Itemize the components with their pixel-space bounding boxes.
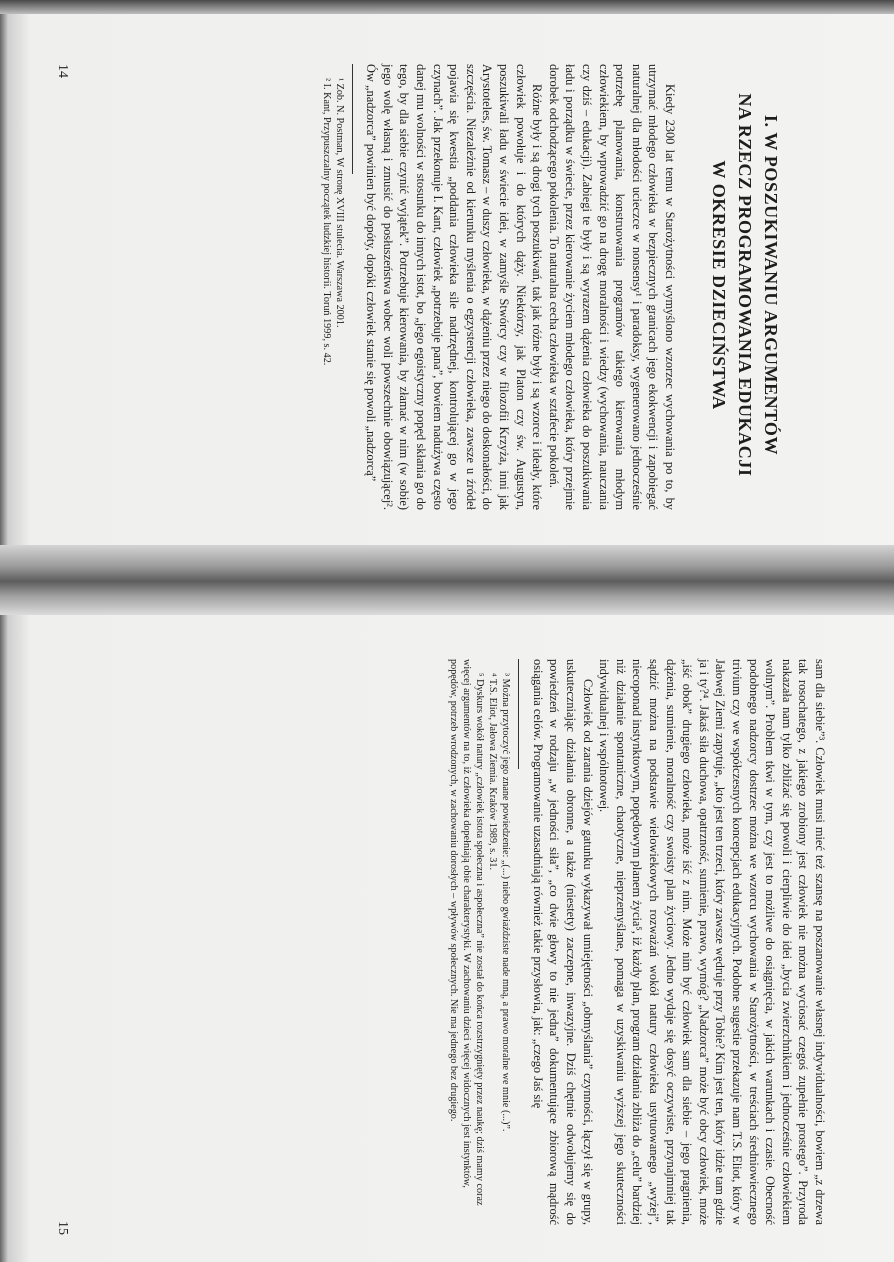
right-page <box>40 625 840 1255</box>
chapter-title-line-2: NA RZECZ PROGRAMOWANIA EDUKACJI <box>735 93 755 477</box>
footnote-divider <box>518 659 519 769</box>
left-page-footnotes <box>320 64 346 510</box>
footnote: ⁵ Dyskurs wokół natury „człowiek istota społeczna i aspołeczna” nie został do końca rozstrzygnięty przez naukę; dziś mamy coraz więcej argumentów na to, iż człowieka dopełniają obie charakterystyki. W zachowaniu dzieci więcej widocznych jest instynktów, popędów, potrzeb wrodzonych, w zachowaniu dorosłych – wpływów społecznych. Nie ma jednego bez drugiego. <box>448 659 486 1206</box>
footnote: ⁴ T.S. Eliot, Jałowa Ziemia. Kraków 1989, s. 31. <box>487 673 499 870</box>
footnote: ³ Można przytoczyć jego znane powiedzenie: „(...) niebo gwiaździste nade mną, a prawo moralne we mnie (...)”. <box>500 673 512 1132</box>
right-page-content <box>40 625 840 1255</box>
footnote: ¹ Zob. N. Postman, W stronę XVIII stulecia. Warszawa 2001. <box>333 78 345 328</box>
right-page-footnotes <box>447 659 512 1225</box>
footnote-divider <box>352 64 353 174</box>
left-page <box>40 30 840 540</box>
book-spine-shadow <box>0 545 894 615</box>
right-page-body <box>529 659 828 1225</box>
left-page-body <box>363 64 678 510</box>
page-number-right: 15 <box>55 1221 70 1235</box>
left-page-content <box>40 30 840 540</box>
paragraph: Różne były i są drogi tych poszukiwań, tak jak różne były i są wzorce i ideały, które człowiek powołuje i do których dąży. Niektórzy, jak Platon czy św. Augustyn, poszukiwali ładu w świecie idei, w zamyśle Stwórcy czy w filozofii Krzyża, inni jak Arystoteles, św. Tomasz – w duszy człowieka, w dążeniu przez niego do doskonałości, do szczęścia. Niezależnie od kierunku myślenia o egzystencji człowieka, zawsze u źródeł pojawia się kwestia „poddania człowieka sile nadrzędnej, kontrolującej go w jego czynach”. Jak przekonuje I. Kant, człowiek „potrzebuje pana”, bowiem nadużywa często danej mu wolności w stosunku do innych istot, bo „jego egoistyczny popęd skłania go do tego, by dla siebie czynić wyjątek”. Potrzebuje kierowania, by złamać w nim (w sobie) jego wolę własną i zmusić do posłuszeństwa wobec woli powszechnie obowiązującej². Ów „nadzorca” powinien być dopóty, dopóki człowiek stanie się powoli „nadzorcą” <box>364 64 545 510</box>
paragraph: Kiedy 2300 lat temu w Starożytności wymyślono wzorzec wychowania po to, by utrzymać młodego człowieka w bezpiecznych granicach jego ekokwencji i zapobiegać naturalnej dla młodości ucieczce w nonsensy¹ i paradoksy, wygenerowano jednocześnie potrzebę planowania, konstruowania programów takiego kierowania młodym człowiekiem, by wprowadzić go na drogę moralności i wiedzy (wychowania, nauczania czy dziś – edukacji). Zabiegi te były i są wyrazem dążenia człowieka do poszukiwania ładu i porządku w świecie, przez kierowanie życiem młodego człowieka, który przejmie dorobek odchodzącego pokolenia. To naturalna cecha człowieka w sztafecie pokoleń. <box>546 64 677 510</box>
paragraph: Człowiek od zarania dziejów gatunku wykazywał umiejętności „obmyślania” czynności, łączył się w grupy, uskuteczniając działania obronne, a także (niestety) zaczepne, inwazyjne. Dziś chętnie odwołujemy się do powiedzeń w rodzaju „w jedności siła”, „co dwie głowy to nie jedna” dokumentujące zbiorową mądrość osiągania celów. Programowanie uzasadniają również takie przysłowia, jak: „czego Jaś się <box>530 659 595 1225</box>
paragraph: sam dla siebie”³. Człowiek musi mieć też szansę na poszanowanie własnej indywidualności, bowiem „z drzewa tak rosochatego, z jakiego zrobiony jest człowiek nie można wyciosać czegoś zupełnie prostego”. Przyroda nakazała nam tylko zbliżać się powoli i cierpliwie do idei „bycia zwierzchnikiem i jednocześnie człowiekiem wolnym”. Problem tkwi w tym, czy jest to możliwe do osiągnięcia, w jakich warunkach i czasie. Obecność podobnego nadzorcy dostrzec można we wzorcu wychowania w Starożytności, w treściach średniowiecznego trivium czy we współczesnych koncepcjach edukacyjnych. Podobne sugestie przekazuje nam T.S. Eliot, który w Jałowej Ziemi zapytuje, „kto jest ten trzeci, który zawsze wędruje przy Tobie? Kim jest ten, który idzie tam gdzie ja i ty?⁴. Jakaś siła duchowa, opatrzność, sumienie, prawo, wymóg? „Nadzorca” może być obcy człowiek, może „iść obok” drugiego człowieka, może iść z nim. Może nim być człowiek sam dla siebie – jego pragnienia, dążenia, sumienie, moralność czy swoisty plan życiowy. Jedno wydaje się dosyć oczywiste, przynajmniej tak sądzić można na podstawie wielowiekowych rozważań wokół natury człowieka usytuowanego „wyżej”, niecoponad instynktowym, popędowym planem życia⁵, iż każdy plan, program działania zbliża do „celu” bardziej niż działanie spontaniczne, chaotyczne, nieprzemyślane, pomaga w uzyskiwaniu wyższej jego skuteczności indywidualnej i wspólnotowej. <box>597 659 827 1225</box>
page-number-left: 14 <box>55 64 70 78</box>
chapter-title <box>706 30 784 540</box>
chapter-title-line-1: I. W POSZUKIWANIU ARGUMENTÓW <box>761 114 781 456</box>
chapter-title-line-3: W OKRESIE DZIECIŃSTWA <box>709 160 729 410</box>
scan-edge-shadow <box>0 0 894 14</box>
footnote: ² I. Kant, Przypuszczalny początek ludzkiej historii. Toruń 1999, s. 42. <box>320 78 332 366</box>
